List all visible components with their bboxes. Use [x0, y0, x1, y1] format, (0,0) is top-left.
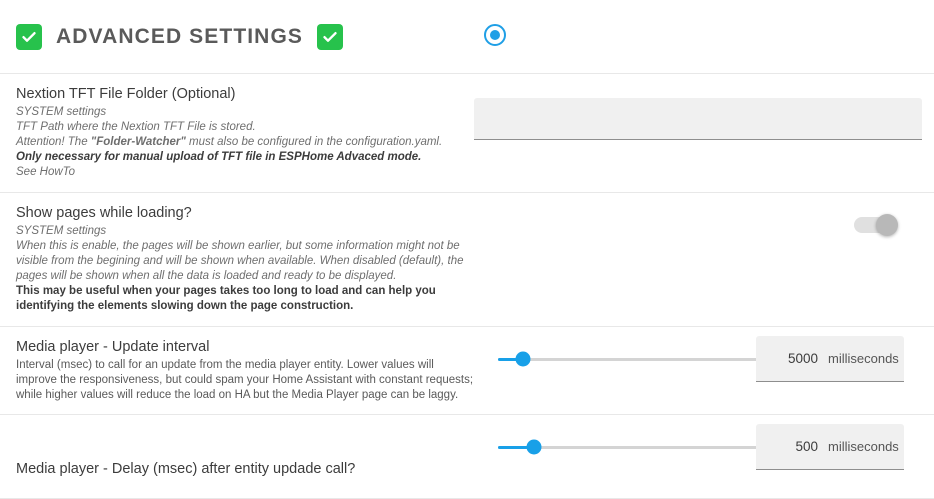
check-icon[interactable]: [16, 24, 42, 50]
setting-text-block: [16, 86, 474, 180]
setting-text-block: [16, 205, 474, 314]
delay-slider[interactable]: [498, 437, 776, 457]
setting-control-area: [474, 339, 918, 379]
setting-description-note: This may be useful when your pages takes too long to load and can help you identifying the elements slowing down the page construction.: [16, 285, 436, 312]
setting-title: Media player - Delay (msec) after entity updade call?: [16, 461, 356, 477]
attention-pre: Attention! The: [16, 136, 91, 148]
setting-title: Media player - Update interval: [16, 339, 210, 355]
setting-description-system: SYSTEM settings: [16, 106, 107, 118]
slider-thumb[interactable]: [516, 352, 531, 367]
setting-row-nextion-tft-file-folder: [0, 74, 934, 193]
setting-description-system: SYSTEM settings: [16, 225, 107, 237]
setting-control-area: [474, 205, 918, 245]
setting-text-block: [16, 339, 474, 403]
page-title: ADVANCED SETTINGS: [56, 24, 303, 48]
setting-description-body: When this is enable, the pages will be shown earlier, but some information might not be visible from the begining and will be shown when available. When disabled (default), the pages will be shown when all the data is loaded and ready to be displayed.: [16, 240, 464, 282]
setting-title: Show pages while loading?: [16, 205, 192, 221]
update-interval-value-box[interactable]: [756, 336, 904, 382]
update-interval-slider[interactable]: [498, 349, 776, 369]
update-interval-value: 5000: [787, 351, 818, 366]
setting-description-attention: [16, 135, 474, 150]
setting-row-media-player-delay: [0, 415, 934, 499]
setting-row-show-pages-while-loading: [0, 193, 934, 327]
setting-description-path: TFT Path where the Nextion TFT File is stored.: [16, 121, 256, 133]
attention-post: must also be configured in the configuration.yaml.: [185, 136, 443, 148]
radio-inner-dot: [490, 30, 500, 40]
delay-value-box[interactable]: [756, 424, 904, 470]
setting-control-area: [474, 427, 918, 467]
delay-value: 500: [795, 439, 818, 454]
setting-control-area: [474, 86, 922, 140]
show-pages-toggle[interactable]: [854, 217, 896, 233]
page-header: [0, 0, 934, 74]
tft-folder-input[interactable]: [474, 98, 922, 140]
radio-selected-icon[interactable]: [484, 24, 506, 46]
setting-row-media-player-update-interval: [0, 327, 934, 415]
update-interval-unit: milliseconds: [828, 351, 899, 366]
setting-text-block: [16, 427, 474, 480]
delay-unit: milliseconds: [828, 439, 899, 454]
setting-title: Nextion TFT File Folder (Optional): [16, 86, 236, 102]
slider-track: [498, 358, 776, 361]
attention-bold: "Folder-Watcher": [90, 136, 186, 148]
toggle-knob: [876, 214, 898, 236]
setting-description: Interval (msec) to call for an update from the media player entity. Lower values will improve the responsiveness, but could spam your Home Assistant with constant requests; while higher values will reduce the load on HA but the Media Player page can be laggy.: [16, 359, 474, 401]
setting-description-note: Only necessary for manual upload of TFT file in ESPHome Advaced mode.: [16, 151, 422, 163]
check-icon-secondary[interactable]: [317, 24, 343, 50]
setting-description-howto: See HowTo: [16, 166, 76, 178]
slider-thumb[interactable]: [527, 440, 542, 455]
